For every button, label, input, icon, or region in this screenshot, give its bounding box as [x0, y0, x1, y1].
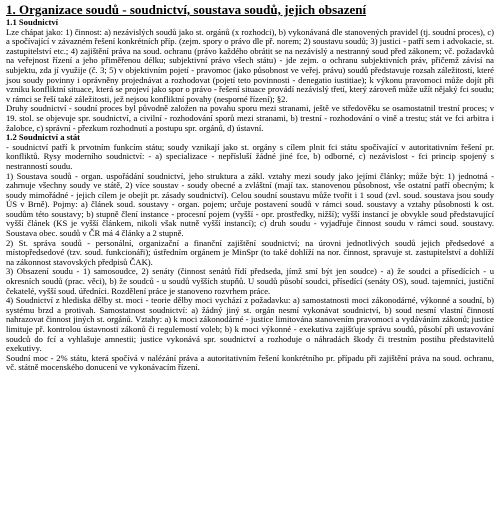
- paragraph-soudnictvi-definition: Lze chápat jako: 1) činnost: a) nezávislých soudů jako st. orgánů (x rozhodci), b) vykonávaná dle stanovených pravidel (tj. soudní proces), c) a spočívající v závazném řešení konkrétních příp. (zejm. spory o právo dle př. norem; 2) soustavu soudů; 3) justici - patří sem i advokacie, st. zastupitelství etc.; 4) zajištění práva na soud. ochranu (právo každého obrátit se na nezávislý a nestranný soud před zákonem; vč. požadavků na veřejnost řízení a jeho přiměřenou délku; subjektivní právo všech státu) - jde zejm. o ochranu subjektivních práv, přičemž závisí na subjektu, zda jí využije (č. 3; 5) v objektivním pojetí - pravomoc (jako působnost ve veřej. právu) soudů představuje rozsah záležitostí, které jsou soudy povinny i oprávněny projednávat a rozhodovat (pojetí teto povinnosti - denegatio iustitiae); k výkonu pravomoci může dojít při vzniku konfliktní situace, která se projeví jako spor o právo - řešení situace provádí nezávislý třetí, který zároveň může užít nějaký fci soudu; v rámci se řeší také záležitosti, jež nejsou konfliktní povahy (nesporné řízení); §2.: [6, 26, 494, 104]
- paragraph-statni-sprava-soudu: 2) St. správa soudů - personální, organizační a finanční zajištění soudnictví; na úrovni jednotlivých soudů jejich předsedové a místopředsedové (tzv. soud. funkcionáři); ústředním orgánem je MinSpr (to také dohlíží na nor. činnost, spravuje st. zastupitelství a dohlíží na zákonnost stavovských předpisů ČAK).: [6, 237, 494, 267]
- paragraph-druhy-soudnictvi: Druhy soudnictví - soudní proces byl původně založen na povahu sporu mezi stranami, ještě ve středověku se osamostatnil trestní proces; v 19. stol. se objevuje spr. soudnictví, a civilní - rozhodování sporů mezi stranami, b) trestní - rozhodování o vině a trestu; stát ve fci arbitra i žalobce, c) správní - přezkum rozhodnutí a postupu spr. orgánů, d) ústavní.: [6, 103, 494, 133]
- paragraph-soustava-soudu: 1) Soustava soudů - organ. uspořádání soudnictví, jeho struktura a zákl. vztahy mezi soudy jako jejími články; může být: 1) jednotná - zahrnuje všechny soudy ve státě, 2) více soustav - soudy obecné a zvláštní (mají tax. stanovenou působnost, vše ostatní patří obecným; k soudy mimořádné - jejich cílem je obejít pr. zásady soudnictví). Celou soudní soustavu může tvořit i 1 soud (zvl. soud. soustava jsou soudy ÚS v Brně). Pojmy: a) článek soud. soustavy - organ. pojem; určuje postavení soudů v rámci soud. soustavy a vztahy působnosti k ost. soudům této soustavy; b) stupně člení instance - procesní pojem (vyšší - opr. prostředky, nižší); vyšší instancí je obvykle soud představující vyšší článek (KS je vyšší článkem, nikoli však nutně vyšší instancí); c) druh soudu - vyjadřuje činnost soudu v rámci soud. soustavy. Soustava obec. soudů v ČR má 4 články a 2 stupně.: [6, 170, 494, 239]
- section-heading-soudnictvi: 1.1 Soudnictví: [6, 17, 59, 27]
- paragraph-delba-moci: 4) Soudnictví z hlediska dělby st. moci - teorie dělby moci vychází z požadavku: a) samostatnosti moci zákonodárné, výkonné a soudní, b) systému brzd a protivah. Samostatnost soudnictví: a) žádný jiný st. orgán nesmí vykonávat soudnictví, b) soud nesmí vlastní činností nahrazovat činnost jiných st. orgánů. Vztahy: a) k moci zákonodárné - justice limitována stanovením pravomoci a vydáváním zákonů; justice limituje př. kontrolou ústavnosti zákonů či regulemostí voleb; b) k moci výkonné - exekutiva zajišťuje správu soudů, působí při ustavování soudců do fcí a vyhlašuje amnestii; justice vykonává spr. soudnictví a rozhoduje o náhradách škody či trestním postihu představitelů exekutivy.: [6, 295, 494, 354]
- document-title: 1. Organizace soudů - soudnictví, soustava soudů, jejich obsazení: [6, 2, 367, 17]
- paragraph-soudni-moc: Soudní moc - 2% státu, která spočívá v nalézání práva a autoritativním řešení konkrétního pr. případu při zajištění práva na soud. ochranu, vč. státně mocenského donucení ve vykonávacím řízení.: [6, 352, 494, 373]
- section-heading-soudnictvi-a-stat: 1.2 Soudnictví a stát: [6, 132, 81, 143]
- paragraph-obsazeni-soudu: 3) Obsazení soudu - 1) samosoudce, 2) senáty (činnost senátů řídí předseda, jímž smí být jen soudce) - a) že soudci a přísedících - u okresních soudů (prac. věci), b) že soudců - u soudů vyšších stupňů. U soudů působí soudci, přísedící (senáty OS), soud. tajemníci, justiční čekatelé, vyšší soud. úředníci. Rozdělení práce je stanoveno rozvrhem práce.: [6, 266, 494, 296]
- paragraph-funkce-statu: - soudnictví patří k prvotním funkcím státu; soudy vznikají jako st. orgány s cílem plnit fci státu spočívající v autoritativním řešení pr. konfliktů. Rysy moderního soudnictví: - a) specializace - nepřísluší žádné jiné fce, b) odborné, c) nezávislost - fci princip spojený s nestranností soudu.: [6, 141, 494, 171]
